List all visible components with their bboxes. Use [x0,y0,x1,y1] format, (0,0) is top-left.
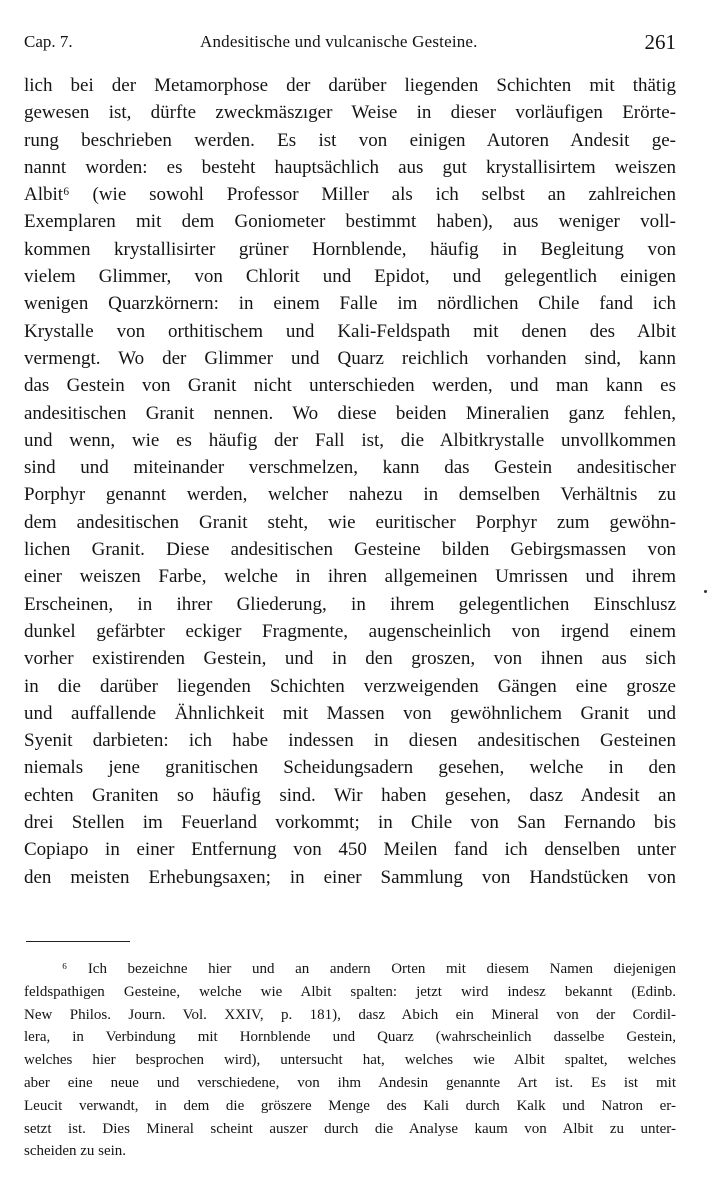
body-line: dunkel gefärbter eckiger Fragmente, augenscheinlich von irgend einem [24,620,676,642]
footnote-line: New Philos. Journ. Vol. XXIV, p. 181), dasz Abich ein Mineral von der Cordil- [24,1006,676,1023]
body-line: gewesen ist, dürfte zweckmäszıger Weise in dieser vorläufigen Erörte- [24,102,676,124]
footnote-line: lera, in Verbindung mit Hornblende und Quarz (wahrscheinlich dasselbe Gestein, [24,1029,676,1046]
body-line: Porphyr genannt werden, welcher nahezu in demselben Verhältnis zu [24,484,676,506]
body-line: rung beschrieben werden. Es ist von einigen Autoren Andesit ge- [24,129,676,151]
body-line: Syenit darbieten: ich habe indessen in diesen andesitischen Gesteinen [24,730,676,752]
footnote-line: ⁶ Ich bezeichne hier und an andern Orten mit diesem Namen diejenigen [62,961,676,977]
margin-speck [704,590,707,593]
body-line: vermengt. Wo der Glimmer und Quarz reichlich vorhanden sind, kann [24,347,676,369]
body-line: dem andesitischen Granit steht, wie euritischer Porphyr zum gewöhn- [24,511,676,533]
footnote-line: setzt ist. Dies Mineral scheint auszer durch die Analyse kaum von Albit zu unter- [24,1120,676,1137]
running-header [24,28,676,58]
body-line: lichen Granit. Diese andesitischen Gesteine bilden Gebirgsmassen von [24,539,676,561]
body-line: Albit⁶ (wie sowohl Professor Miller als ich selbst an zahlreichen [24,184,676,206]
body-line: und auffallende Ähnlichkeit mit Massen von gewöhnlichem Granit und [24,702,676,724]
body-line: und wenn, wie es häufig der Fall ist, die Albitkrystalle unvollkommen [24,429,676,451]
running-title: Andesitische und vulcanische Gesteine. [200,32,478,51]
body-line: vielem Glimmer, von Chlorit und Epidot, und gelegentlich einigen [24,266,676,288]
body-line: nannt worden: es besteht hauptsächlich aus gut krystallisirtem weiszen [24,156,676,178]
body-line: wenigen Quarzkörnern: in einem Falle im nördlichen Chile fand ich [24,293,676,315]
body-line: das Gestein von Granit nicht unterschieden werden, und man kann es [24,375,676,397]
body-line: Erscheinen, in ihrer Gliederung, in ihrem gelegentlichen Einschlusz [24,593,676,615]
body-text [24,72,676,891]
page-number: 261 [644,30,676,54]
body-line: niemals jene granitischen Scheidungsadern gesehen, welche in den [24,757,676,779]
footnote-line: feldspathigen Gesteine, welche wie Albit spalten: jetzt wird indesz bekannt (Edinb. [24,983,676,1000]
body-line: vorher existirenden Gestein, und in den groszen, von ihnen aus sich [24,648,676,670]
body-line: in die darüber liegenden Schichten verzweigenden Gängen eine grosze [24,675,676,697]
body-line: andesitischen Granit nennen. Wo diese beiden Mineralien ganz fehlen, [24,402,676,424]
footnote [24,958,676,1163]
footnote-line: scheiden zu sein. [24,1143,127,1160]
body-line: drei Stellen im Feuerland vorkommt; in Chile von San Fernando bis [24,812,676,834]
body-line: Exemplaren mit dem Goniometer bestimmt haben), aus weniger voll- [24,211,676,233]
body-line: lich bei der Metamorphose der darüber liegenden Schichten mit thätig [24,75,676,96]
body-line: kommen krystallisirter grüner Hornblende, häufig in Begleitung von [24,238,676,260]
chapter-label: Cap. 7. [24,32,73,51]
footnote-line: welches hier besprochen wird), untersucht hat, welches wie Albit spaltet, welches [24,1052,676,1069]
footnote-line: aber eine neue und verschiedene, von ihm Andesin genannte Art ist. Es ist mit [24,1074,676,1091]
footnote-rule [26,941,130,942]
footnote-line: Leucit verwandt, in dem die gröszere Menge des Kali durch Kalk und Natron er- [24,1097,676,1114]
body-line: echten Graniten so häufig sind. Wir haben gesehen, dasz Andesit an [24,784,676,806]
body-line: sind und miteinander verschmelzen, kann das Gestein andesitischer [24,457,676,479]
body-line: Krystalle von orthitischem und Kali-Feldspath mit denen des Albit [24,320,676,342]
body-line: Copiapo in einer Entfernung von 450 Meilen fand ich denselben unter [24,839,676,861]
body-line: den meisten Erhebungsaxen; in einer Sammlung von Handstücken von [24,866,676,888]
body-line: einer weiszen Farbe, welche in ihren allgemeinen Umrissen und ihrem [24,566,676,588]
